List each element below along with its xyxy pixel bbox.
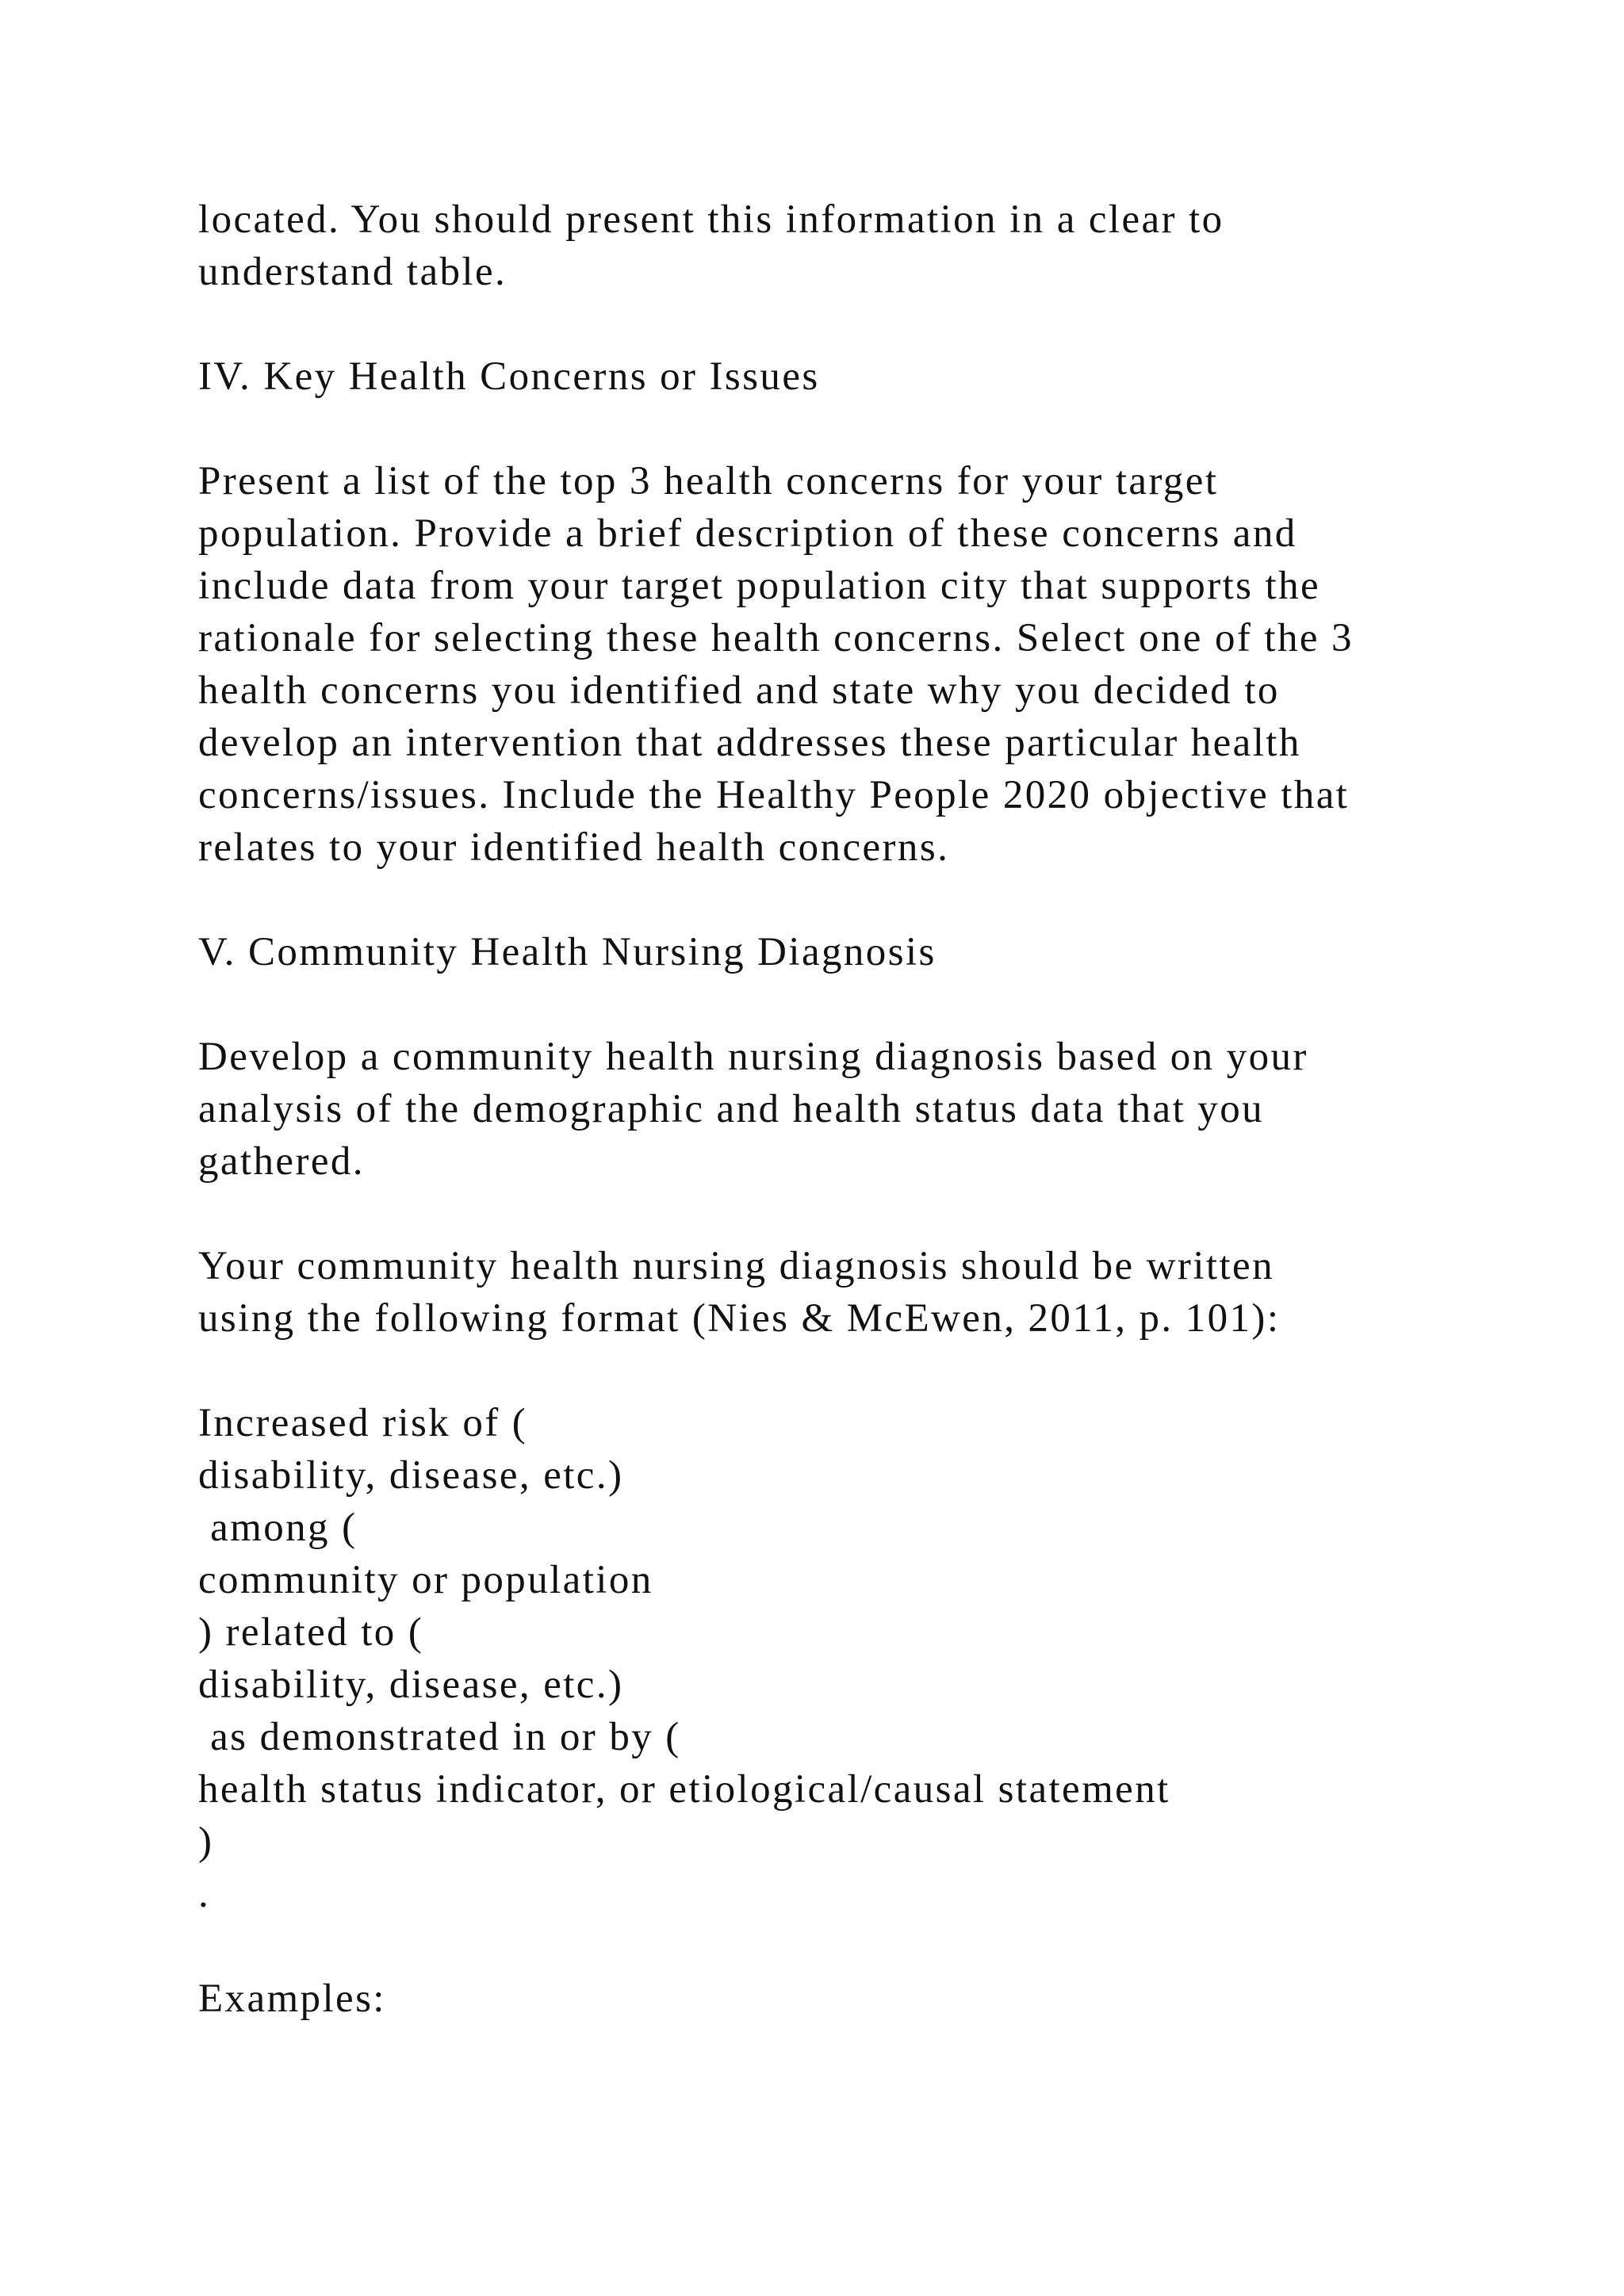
blank-line (198, 1188, 1507, 1240)
paragraph-line: develop an intervention that addresses these particular health (198, 721, 1301, 765)
format-line: health status indicator, or etiological/causal statement (198, 1767, 1170, 1812)
blank-line (198, 1920, 1507, 1973)
format-line: disability, disease, etc.) (198, 1453, 624, 1498)
section-heading-iv: IV. Key Health Concerns or Issues (198, 354, 820, 399)
blank-line (198, 1345, 1507, 1397)
paragraph-line: health concerns you identified and state why you decided to (198, 668, 1280, 713)
paragraph-line: rationale for selecting these health concerns. Select one of the 3 (198, 616, 1354, 660)
format-line: . (198, 1872, 211, 1916)
paragraph-line: population. Provide a brief description of these concerns and (198, 511, 1297, 556)
paragraph-line: Present a list of the top 3 health concerns for your target (198, 459, 1219, 503)
paragraph-line: gathered. (198, 1139, 365, 1184)
paragraph-line: concerns/issues. Include the Healthy People 2020 objective that (198, 773, 1350, 817)
format-line: ) (198, 1820, 214, 1864)
paragraph-line: understand table. (198, 250, 508, 294)
format-line: among ( (198, 1506, 358, 1550)
section-heading-v: V. Community Health Nursing Diagnosis (198, 930, 936, 974)
blank-line (198, 874, 1507, 926)
paragraph-line: relates to your identified health concerns. (198, 825, 950, 870)
document-body (198, 193, 1507, 2025)
paragraph-line: Develop a community health nursing diagnosis based on your (198, 1035, 1308, 1079)
format-line: ) related to ( (198, 1610, 424, 1655)
paragraph-line: located. You should present this information in a clear to (198, 197, 1224, 242)
blank-line (198, 978, 1507, 1031)
blank-line (198, 403, 1507, 455)
paragraph-line: analysis of the demographic and health status data that you (198, 1087, 1265, 1131)
format-line: disability, disease, etc.) (198, 1663, 624, 1707)
paragraph-line: using the following format (Nies & McEwen, 2011, p. 101): (198, 1296, 1281, 1341)
format-line: community or population (198, 1558, 653, 1602)
paragraph-line: Your community health nursing diagnosis should be written (198, 1244, 1274, 1288)
format-line: Increased risk of ( (198, 1401, 528, 1445)
blank-line (198, 298, 1507, 350)
format-line: as demonstrated in or by ( (198, 1715, 681, 1759)
paragraph-line: include data from your target population city that supports the (198, 564, 1321, 608)
examples-label: Examples: (198, 1976, 386, 2021)
